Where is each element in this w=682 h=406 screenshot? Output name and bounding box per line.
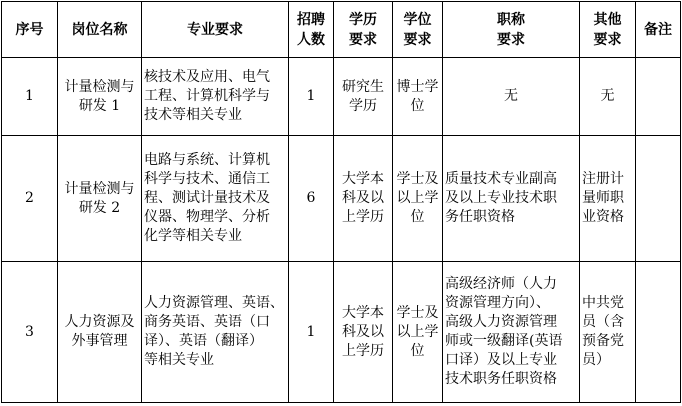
- header-degree: 学位 要求: [393, 2, 443, 58]
- cell-major: 电路与系统、计算机 科学与技术、通信工 程、测试计量技术及 仪器、物理学、分析 化学等相关专业: [142, 136, 289, 262]
- cell-other: 注册计 量师职 业资格: [580, 136, 636, 262]
- cell-major: 核技术及应用、电气 工程、计算机科学与 技术等相关专业: [142, 58, 289, 136]
- header-position: 岗位名称: [58, 2, 142, 58]
- cell-remark: [636, 58, 681, 136]
- cell-remark: [636, 262, 681, 403]
- cell-seq: 2: [2, 136, 58, 262]
- header-other: 其他 要求: [580, 2, 636, 58]
- cell-other: 中共党 员（含 预备党 员）: [580, 262, 636, 403]
- table-row: [2, 262, 681, 403]
- table-header-row: [2, 2, 681, 58]
- recruitment-table: [1, 1, 681, 403]
- table-row: [2, 136, 681, 262]
- header-seq: 序号: [2, 2, 58, 58]
- cell-position: 计量检测与 研发 2: [58, 136, 142, 262]
- cell-count: 6: [289, 136, 334, 262]
- header-remark: 备注: [636, 2, 681, 58]
- cell-degree: 博士学 位: [393, 58, 443, 136]
- cell-count: 1: [289, 262, 334, 403]
- cell-title: 质量技术专业副高 及以上专业技术职 务任职资格: [443, 136, 580, 262]
- cell-major: 人力资源管理、英语、 商务英语、英语（口 译）、英语（翻译） 等相关专业: [142, 262, 289, 403]
- table-row: [2, 58, 681, 136]
- cell-title: 无: [443, 58, 580, 136]
- cell-seq: 1: [2, 58, 58, 136]
- cell-education: 大学本 科及以 上学历: [334, 136, 393, 262]
- header-major: 专业要求: [142, 2, 289, 58]
- cell-count: 1: [289, 58, 334, 136]
- cell-seq: 3: [2, 262, 58, 403]
- cell-degree: 学士及 以上学 位: [393, 136, 443, 262]
- cell-remark: [636, 136, 681, 262]
- cell-education: 研究生 学历: [334, 58, 393, 136]
- cell-title: 高级经济师（人力 资源管理方向）、 高级人力资源管理 师或一级翻译(英语 口译）及以上专业 技术职务任职资格: [443, 262, 580, 403]
- cell-education: 大学本 科及以 上学历: [334, 262, 393, 403]
- cell-position: 人力资源及 外事管理: [58, 262, 142, 403]
- header-title: 职称 要求: [443, 2, 580, 58]
- header-count: 招聘 人数: [289, 2, 334, 58]
- header-education: 学历 要求: [334, 2, 393, 58]
- cell-degree: 学士及 以上学 位: [393, 262, 443, 403]
- cell-other: 无: [580, 58, 636, 136]
- cell-position: 计量检测与 研发 1: [58, 58, 142, 136]
